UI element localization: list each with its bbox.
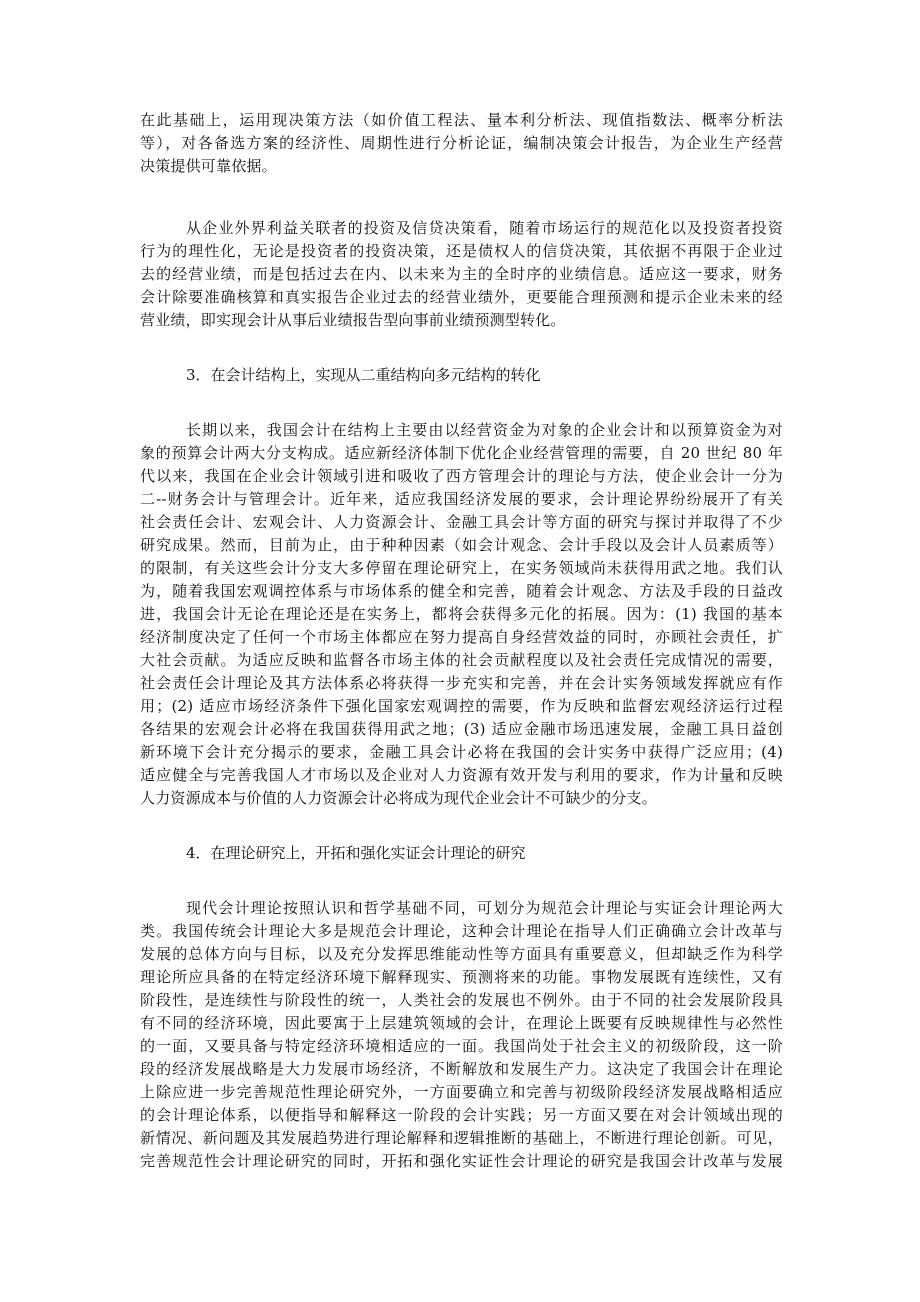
section-heading-3: 3．在会计结构上，实现从二重结构向多元结构的转化 [186,366,541,384]
text-line: 阶段性，是连续性与阶段性的统一，人类社会的发展也不例外。由于不同的社会发展阶段具 [140,991,783,1009]
text-line: 从企业外界利益关联者的投资及信贷决策看，随着市场运行的规范化以及投资者投资 [186,219,783,237]
text-line: 进，我国会计无论在理论还是在实务上，都将会获得多元化的拓展。因为：(1) 我国的基本 [140,605,783,623]
text-line: 社会责任会计理论及其方法体系必将获得一步充实和完善，并在会计实务领域发挥就应有作 [140,674,783,692]
text-line: 的限制，有关这些会计分支大多停留在理论研究上，在实务领域尚未获得用武之地。我们认 [140,559,783,577]
text-line: 新情况、新问题及其发展趋势进行理论解释和逻辑推断的基础上，不断进行理论创新。可见， [140,1129,783,1147]
paragraph-4 [140,897,783,1173]
text-line: 行为的理性化，无论是投资者的投资决策，还是债权人的信贷决策，其依据不再限于企业过 [140,242,783,260]
text-line: 大社会贡献。为适应反映和监督各市场主体的社会贡献程度以及社会责任完成情况的需要， [140,651,783,669]
text-line: 研究成果。然而，目前为止，由于种种因素（如会计观念、会计手段以及会计人员素质等） [140,536,783,554]
text-line: 的会计理论体系，以便指导和解释这一阶段的会计实践；另一方面又要在对会计领域出现的 [140,1106,783,1124]
text-line: 完善规范性会计理论研究的同时，开拓和强化实证性会计理论的研究是我国会计改革与发展 [140,1152,783,1170]
paragraph-3 [140,419,783,810]
text-line: 有不同的经济环境，因此要寓于上层建筑领域的会计，在理论上既要有反映规律性与必然性 [140,1014,783,1032]
text-line: 等），对各备选方案的经济性、周期性进行分析论证，编制决策会计报告，为企业生产经营 [140,134,783,152]
text-line: 营业绩，即实现会计从事后业绩报告型向事前业绩预测型转化。 [140,311,566,329]
section-heading-4: 4．在理论研究上，开拓和强化实证会计理论的研究 [186,844,526,862]
text-line: 发展的总体方向与目标，以及充分发挥思维能动性等方面具有重要意义，但却缺乏作为科学 [140,945,783,963]
text-line: 为，随着我国宏观调控体系与市场体系的健全和完善，随着会计观念、方法及手段的日益改 [140,582,783,600]
text-line: 各结果的宏观会计必将在我国获得用武之地；(3) 适应金融市场迅速发展，金融工具日益创 [140,720,783,738]
document-page [140,109,783,1173]
text-line: 经济制度决定了任何一个市场主体都应在努力提高自身经营效益的同时，亦顾社会责任，扩 [140,628,783,646]
text-line: 上除应进一步完善规范性理论研究外，一方面要确立和完善与初级阶段经济发展战略相适应 [140,1083,783,1101]
text-line: 决策提供可靠依据。 [140,157,277,175]
text-line: 二--财务会计与管理会计。近年来，适应我国经济发展的要求，会计理论界纷纷展开了有关 [140,490,783,508]
paragraph-2 [140,217,783,332]
text-line: 去的经营业绩，而是包括过去在内、以未来为主的全时序的业绩信息。适应这一要求，财务 [140,265,783,283]
text-line: 适应健全与完善我国人才市场以及企业对人力资源有效开发与利用的要求，作为计量和反映 [140,766,783,784]
text-line: 段的经济发展战略是大力发展市场经济，不断解放和发展生产力。这决定了我国会计在理论 [140,1060,783,1078]
text-line: 象的预算会计两大分支构成。适应新经济体制下优化企业经营管理的需要，自 20 世纪 80 年 [140,444,783,462]
text-line: 用；(2) 适应市场经济条件下强化国家宏观调控的需要，作为反映和监督宏观经济运行过程 [140,697,783,715]
text-line: 类。我国传统会计理论大多是规范会计理论，这种会计理论在指导人们正确确立会计改革与 [140,922,783,940]
text-line: 会计除要准确核算和真实报告企业过去的经营业绩外，更要能合理预测和提示企业未来的经 [140,288,783,306]
text-line: 社会责任会计、宏观会计、人力资源会计、金融工具会计等方面的研究与探讨并取得了不少 [140,513,783,531]
text-line: 现代会计理论按照认识和哲学基础不同，可划分为规范会计理论与实证会计理论两大 [186,899,783,917]
paragraph-1 [140,109,783,178]
text-line: 在此基础上，运用现决策方法（如价值工程法、量本利分析法、现值指数法、概率分析法 [140,111,783,129]
text-line: 的一面，又要具备与特定经济环境相适应的一面。我国尚处于社会主义的初级阶段，这一阶 [140,1037,783,1055]
text-line: 新环境下会计充分揭示的要求，金融工具会计必将在我国的会计实务中获得广泛应用；(4) [140,743,783,761]
text-line: 人力资源成本与价值的人力资源会计必将成为现代企业会计不可缺少的分支。 [140,789,657,807]
text-line: 代以来，我国在企业会计领域引进和吸收了西方管理会计的理论与方法，使企业会计一分为 [140,467,783,485]
text-line: 理论所应具备的在特定经济环境下解释现实、预测将来的功能。事物发展既有连续性，又有 [140,968,783,986]
text-line: 长期以来，我国会计在结构上主要由以经营资金为对象的企业会计和以预算资金为对 [186,421,783,439]
